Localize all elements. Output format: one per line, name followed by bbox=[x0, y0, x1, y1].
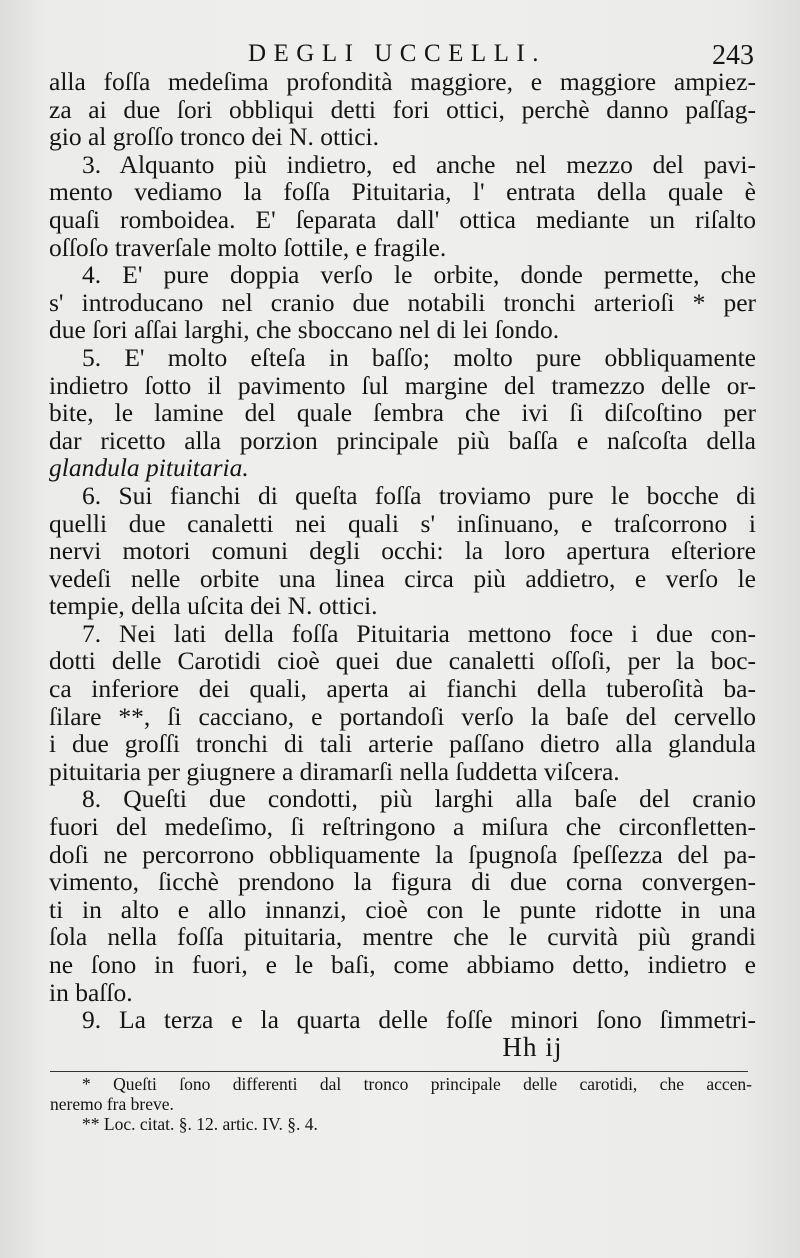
text-line: bite, le lamine del quale ſembra che ivi ſi diſcoſtino per bbox=[49, 398, 756, 428]
paragraph-6-start: 6. Sui fianchi di queſta foſſa troviamo pure le bocche di bbox=[82, 480, 756, 510]
text-line: ti in alto e allo innanzi, cioè con le punte ridotte in una bbox=[49, 894, 756, 924]
text-line: vimento, ſicchè prendono la figura di due corna convergen- bbox=[49, 867, 756, 897]
text-line: ſola nella foſſa pituitaria, mentre che le curvità più grandi bbox=[49, 922, 756, 952]
text-line: alla foſſa medeſima profondità maggiore, e maggiore ampiez- bbox=[49, 67, 756, 96]
text-line: quaſi romboidea. E' ſeparata dall' ottica mediante un riſalto bbox=[49, 204, 756, 234]
text-line: nervi motori comuni degli occhi: la loro apertura eſteriore bbox=[49, 536, 756, 566]
paragraph-5-start: 5. E' molto eſteſa in baſſo; molto pure obbliquamente bbox=[82, 342, 756, 372]
paragraph-8-start: 8. Queſti due condotti, più larghi alla baſe del cranio bbox=[82, 784, 756, 814]
signature-text: Hh ij bbox=[502, 1031, 563, 1062]
text-line: doſi ne percorrono obbliquamente la ſpugnoſa ſpeſſezza del pa- bbox=[49, 839, 756, 869]
text-line: in baſſo. bbox=[49, 977, 133, 1007]
text-line: mento vediamo la foſſa Pituitaria, l' entrata della quale è bbox=[49, 177, 756, 207]
text-line: pituitaria per giugnere a diramarſi nella ſuddetta viſcera. bbox=[49, 756, 620, 786]
paragraph-4-start: 4. E' pure doppia verſo le orbite, donde permette, che bbox=[82, 260, 756, 290]
page-number: 243 bbox=[712, 40, 754, 71]
text-line: quelli due canaletti nei quali s' inſinuano, e traſcorrono i bbox=[49, 508, 756, 538]
text-line: indietro ſotto il pavimento ſul margine del tramezzo delle or- bbox=[49, 370, 756, 400]
text-line: i due groſſi tronchi di tali arterie paſſano dietro alla glandula bbox=[49, 729, 756, 759]
text-line: ne ſono in fuori, e le baſi, come abbiamo detto, indietro e bbox=[49, 950, 756, 979]
footnote-1: * Queſti ſono differenti dal tronco principale delle carotidi, che accen- bbox=[82, 1074, 752, 1094]
footnote-1-continued: neremo fra breve. bbox=[50, 1094, 174, 1114]
footnote-rule bbox=[50, 1071, 748, 1072]
text-line: dotti delle Carotidi cioè quei due canaletti oſſoſi, per la boc- bbox=[49, 646, 756, 676]
footnotes bbox=[50, 1074, 752, 1134]
text-line: ca inferiore dei quali, aperta ai fianchi della tuberoſità ba- bbox=[49, 674, 756, 704]
paragraph-9-start: 9. La terza e la quarta delle foſſe minori ſono ſimmetri- bbox=[82, 1005, 756, 1035]
text-line: fuori del medeſimo, ſi reſtringono a miſura che circonfletten- bbox=[49, 812, 756, 842]
text-line: oſſoſo traverſale molto ſottile, e fragile. bbox=[49, 232, 447, 262]
text-line: ſilare **, ſi cacciano, e portandoſi verſo la baſe del cervello bbox=[49, 701, 756, 731]
running-head: DEGLI UCCELLI. bbox=[247, 40, 547, 67]
paragraph-7-start: 7. Nei lati della foſſa Pituitaria mettono foce i due con- bbox=[82, 618, 756, 648]
text-line: s' introducano nel cranio due notabili tronchi arterioſi * per bbox=[49, 287, 756, 317]
text-line: vedeſi nelle orbite una linea circa più addietro, e verſo le bbox=[49, 563, 756, 593]
footnote-2: ** Loc. citat. §. 12. artic. IV. §. 4. bbox=[82, 1114, 318, 1134]
text-line: dar ricetto alla porzion principale più baſſa e naſcoſta della bbox=[49, 425, 756, 455]
signature-mark bbox=[49, 1031, 756, 1062]
body-text bbox=[49, 68, 756, 1061]
paragraph-3-start: 3. Alquanto più indietro, ed anche nel mezzo del pavi- bbox=[82, 149, 756, 179]
text-line: due ſori aſſai larghi, che sboccano nel di lei ſondo. bbox=[49, 315, 560, 345]
text-line: za ai due ſori obbliqui detti fori ottici, perchè danno paſſag- bbox=[49, 94, 756, 124]
text-line: gio al groſſo tronco dei N. ottici. bbox=[49, 122, 380, 152]
text-line-italic: glandula pituitaria. bbox=[49, 453, 249, 483]
text-line: tempie, della uſcita dei N. ottici. bbox=[49, 591, 378, 621]
